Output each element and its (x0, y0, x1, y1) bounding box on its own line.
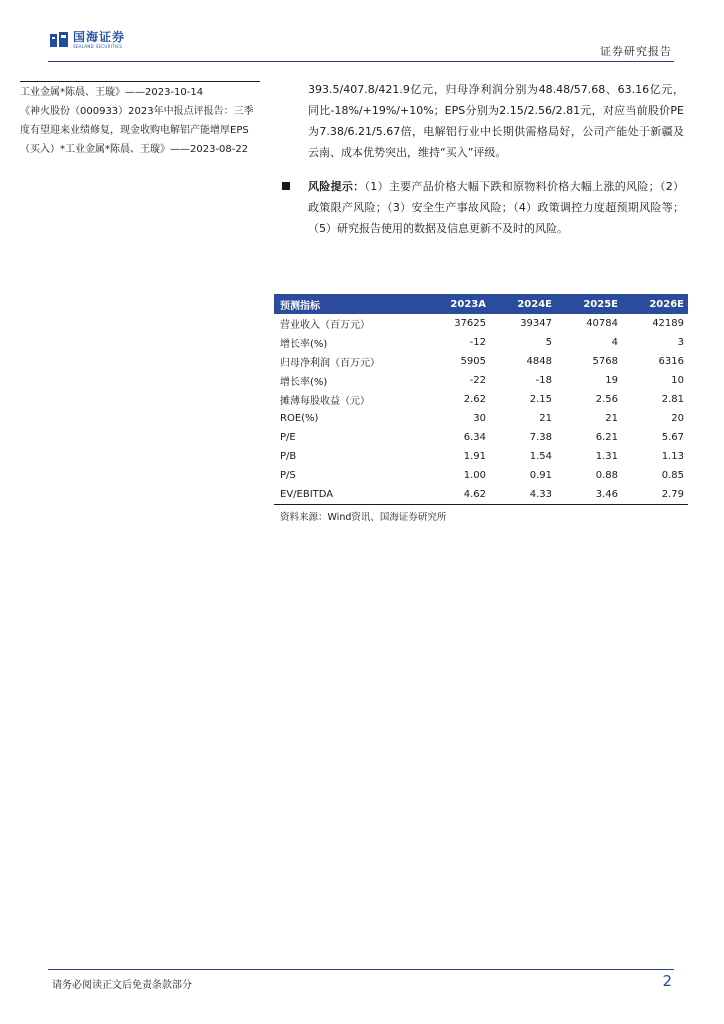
table-header-row (274, 294, 688, 314)
table-cell: 0.91 (529, 470, 552, 481)
table-cell: 2.62 (463, 394, 486, 405)
table-cell: 20 (671, 413, 684, 424)
related-report-item: 《神火股份（000933）2023年中报点评报告：三季度有望迎来业绩修复，现金收购电解铝产能增厚EPS（买入）*工业金属*陈晨、王璇》——2023-08-22 (20, 106, 254, 155)
table-header-cell: 预测指标 (274, 294, 424, 314)
table-row (274, 390, 688, 409)
table-cell: 4848 (526, 356, 552, 367)
table-header-cell: 2026E (622, 294, 688, 314)
report-type-label: 证券研究报告 (600, 45, 672, 58)
logo-text-en: SEALAND SECURITIES (73, 44, 123, 49)
table-cell: 0.88 (595, 470, 618, 481)
table-cell: 4.33 (490, 485, 556, 505)
table-cell: 2.15 (529, 394, 552, 405)
table-row (274, 466, 688, 485)
table-cell: 0.85 (661, 470, 684, 481)
footer-disclaimer: 请务必阅读正文后免责条款部分 (52, 980, 192, 991)
table-header-cell: 2024E (490, 294, 556, 314)
forecast-summary (308, 79, 684, 163)
risk-section (308, 176, 684, 239)
square-bullet-icon (282, 182, 290, 190)
logo-text-cn: 国海证券 (73, 30, 126, 44)
table-cell: 39347 (520, 318, 552, 329)
table-cell: 3 (677, 337, 684, 348)
table-row-label: ROE(%) (280, 413, 319, 424)
table-cell: 5 (545, 337, 552, 348)
table-cell: 7.38 (529, 432, 552, 443)
table-cell: 5768 (592, 356, 618, 367)
table-cell: -22 (469, 375, 486, 386)
table-cell: 40784 (586, 318, 618, 329)
table-source-note: 资料来源：Wind资讯、国海证券研究所 (280, 512, 447, 523)
table-row-label: P/E (280, 432, 296, 443)
header-divider (48, 61, 674, 62)
table-cell: -18 (535, 375, 552, 386)
table-row-label: EV/EBITDA (274, 485, 424, 505)
table-row (274, 314, 688, 333)
table-cell: 2.56 (595, 394, 618, 405)
table-row (274, 352, 688, 371)
table-row-label: 摊薄每股收益（元） (280, 396, 370, 407)
company-logo (50, 31, 125, 49)
table-cell: 42189 (652, 318, 684, 329)
summary-text: 393.5/407.8/421.9亿元，归母净利润分别为48.48/57.68、63.16亿元，同比-18%/+19%/+10%；EPS分别为2.15/2.56/2.81元，对应当前股价PE为7.38/6.21/5.67倍，电解铝行业中长期供需格局好，公司产能处于新疆及云南、成本优势突出，维持“买入”评级。 (308, 83, 684, 159)
table-header-cell: 2023A (424, 294, 490, 314)
table-cell: 6.21 (595, 432, 618, 443)
table-cell: 4 (611, 337, 618, 348)
table-cell: 5.67 (661, 432, 684, 443)
table-cell: 37625 (454, 318, 486, 329)
table-cell: 10 (671, 375, 684, 386)
table-cell: 19 (605, 375, 618, 386)
table-cell: 4.62 (424, 485, 490, 505)
table-cell: 1.13 (661, 451, 684, 462)
table-row (274, 371, 688, 390)
table-row-label: 营业收入（百万元） (280, 320, 370, 331)
table-row-label: 归母净利润（百万元） (280, 358, 380, 369)
table-cell: -12 (469, 337, 486, 348)
table-row-label: 增长率(%) (280, 339, 328, 350)
sidebar-divider (20, 81, 260, 82)
table-cell: 1.00 (463, 470, 486, 481)
table-row-label: P/S (280, 470, 296, 481)
table-cell: 3.46 (556, 485, 622, 505)
table-cell: 5905 (460, 356, 486, 367)
table-header-cell: 2025E (556, 294, 622, 314)
table-row (274, 409, 688, 428)
risk-text: （1）主要产品价格大幅下跌和原物料价格大幅上涨的风险；（2）政策限产风险；（3）安全生产事故风险；（4）政策调控力度超预期风险等；（5）研究报告使用的数据及信息更新不及时的风险。 (308, 180, 685, 235)
related-reports (20, 83, 263, 159)
table-cell: 2.81 (661, 394, 684, 405)
table-cell: 21 (539, 413, 552, 424)
related-report-item: 工业金属*陈晨、王璇》——2023-10-14 (20, 87, 204, 98)
table-cell: 2.79 (622, 485, 688, 505)
table-cell: 30 (473, 413, 486, 424)
table-row (274, 428, 688, 447)
table-row-label: 增长率(%) (280, 377, 328, 388)
forecast-table (274, 294, 688, 505)
table-row (274, 333, 688, 352)
table-row-label: P/B (280, 451, 297, 462)
sealand-logo-icon (50, 32, 68, 48)
footer-divider (48, 969, 674, 970)
page-number: 2 (662, 972, 672, 990)
table-cell: 21 (605, 413, 618, 424)
table-cell: 6.34 (463, 432, 486, 443)
table-row (274, 447, 688, 466)
table-cell: 1.91 (463, 451, 486, 462)
table-cell: 1.31 (595, 451, 618, 462)
table-cell: 6316 (658, 356, 684, 367)
table-cell: 1.54 (529, 451, 552, 462)
risk-title: 风险提示： (308, 180, 365, 193)
table-row (274, 485, 688, 505)
